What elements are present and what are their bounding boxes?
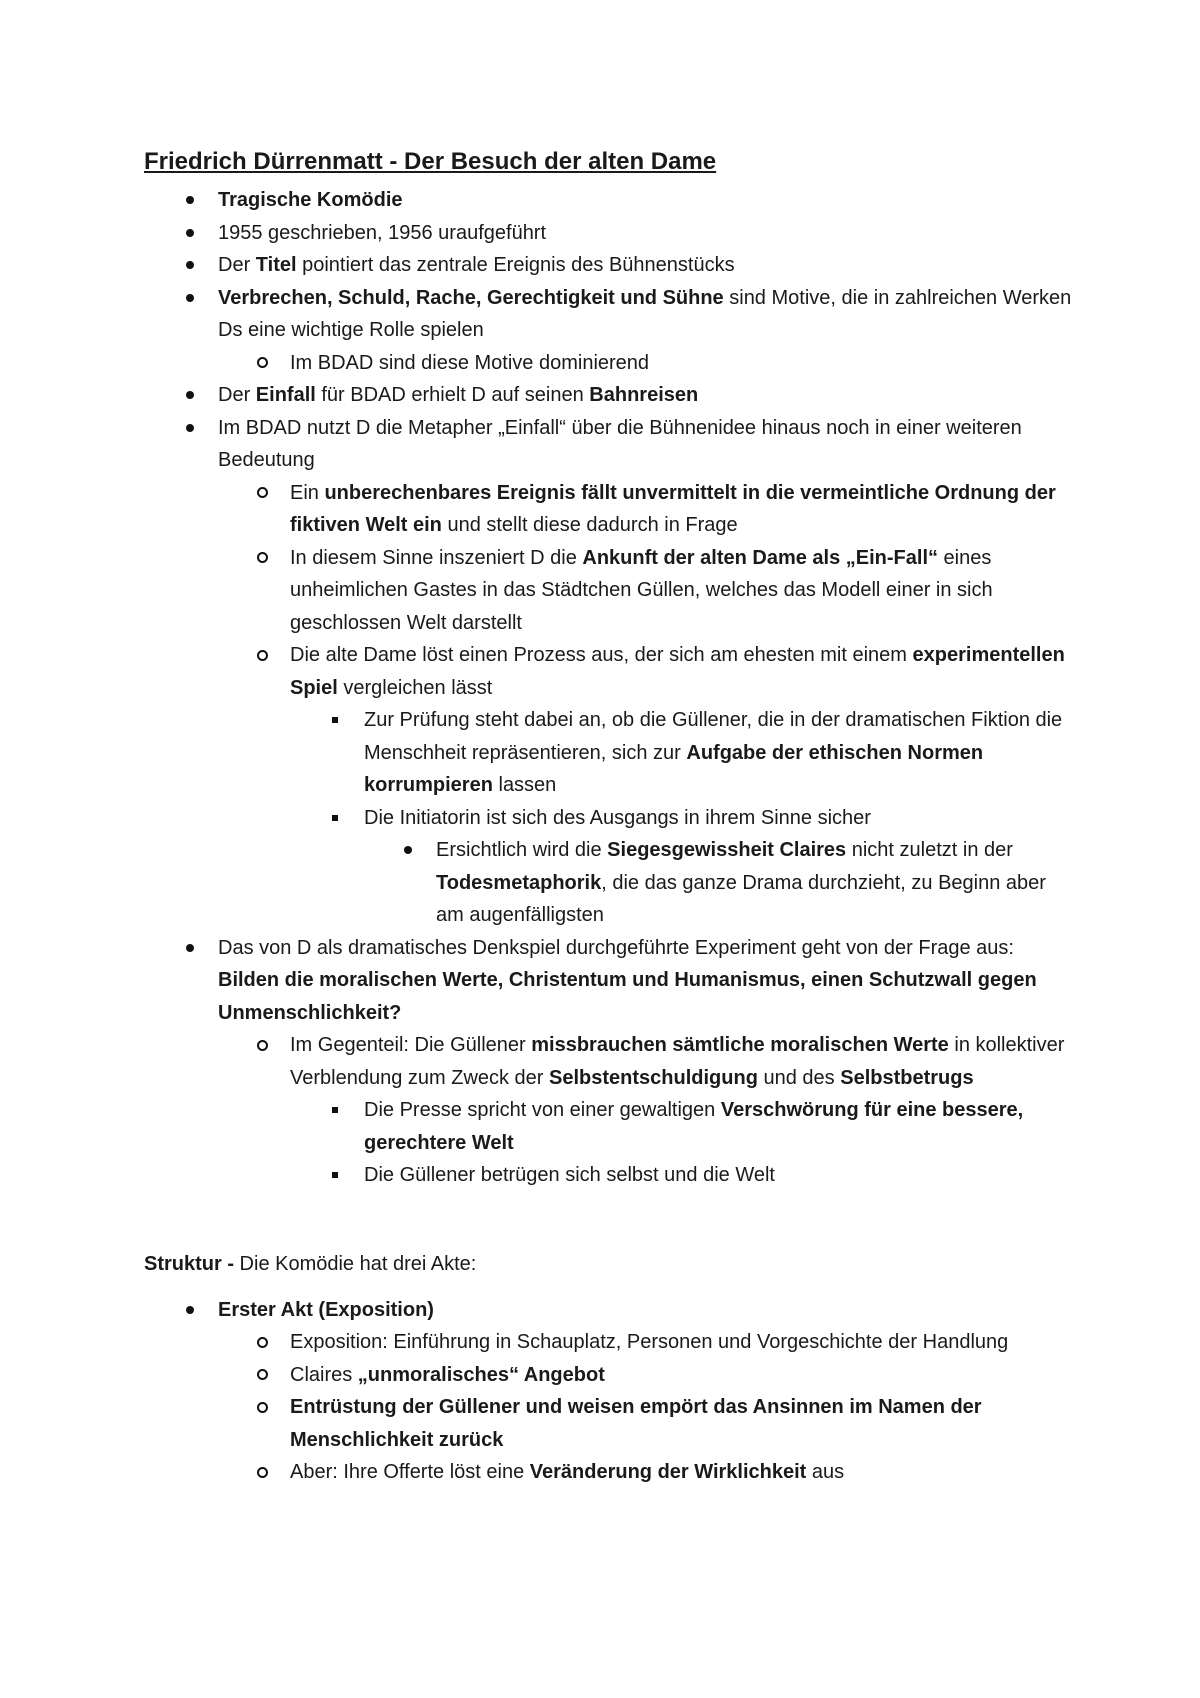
list-item-text: Ersichtlich wird die [436, 839, 608, 861]
bullet-list-structure [144, 1294, 1074, 1489]
square-bullet-icon [327, 704, 343, 737]
list-item [144, 347, 1074, 380]
list-item-text: und des [757, 1066, 841, 1089]
list-item-text: vergleichen lässt [337, 676, 493, 699]
structure-heading [144, 1248, 1074, 1280]
circle-bullet-icon [254, 347, 270, 380]
list-item-text: nicht zuletzt in der [846, 839, 1013, 861]
list-item-text: Zur Prüfung steht dabei an, ob die Güllener, die in der dramatischen Fiktion die Menschheit repräsentieren, sich zur [364, 709, 1063, 764]
circle-bullet-icon [254, 1359, 270, 1392]
list-item [144, 1159, 1074, 1192]
list-item-text: Aufgabe der ethischen Normen korrumpieren [364, 741, 984, 796]
list-item-text: Das von D als dramatisches Denkspiel durchgeführte Experiment geht von der Frage aus: [218, 936, 1014, 959]
list-item [144, 542, 1074, 640]
list-item-text: Der [218, 254, 256, 276]
list-item [144, 1029, 1074, 1094]
list-item-text: Bilden die moralischen Werte, Christentum und Humanismus, einen Schutzwall gegen Unmenschlichkeit? [218, 969, 1037, 1024]
list-item [144, 217, 1074, 250]
list-item [144, 1456, 1074, 1489]
list-item-text: Verschwörung für eine bessere, gerechtere Welt [364, 1099, 1024, 1154]
list-item-text: In diesem Sinne inszeniert D die [290, 546, 583, 569]
list-item-text: experimentellen Spiel [290, 644, 1065, 699]
list-item-text: Der [218, 384, 256, 406]
circle-bullet-icon [254, 477, 270, 510]
list-item [144, 1326, 1074, 1359]
circle-bullet-icon [254, 1456, 270, 1489]
list-item-text: Erster Akt (Exposition) [218, 1298, 434, 1321]
dot-bullet-icon [182, 217, 198, 250]
bullet-list-intro [144, 184, 1074, 1192]
list-item [144, 1294, 1074, 1327]
list-item-text: in kollektiver Verblendung zum Zweck der [290, 1034, 1065, 1089]
list-item-text: sind Motive, die in zahlreichen Werken Ds eine wichtige Rolle spielen [218, 286, 1072, 341]
circle-bullet-icon [254, 639, 270, 672]
circle-bullet-icon [254, 1326, 270, 1359]
dot-bullet-icon [182, 282, 198, 315]
list-item-text: pointiert das zentrale Ereignis des Bühnenstücks [296, 254, 735, 276]
list-item-text: Exposition: Einführung in Schauplatz, Personen und Vorgeschichte der Handlung [290, 1331, 1009, 1353]
dot-bullet-icon [182, 1294, 198, 1327]
structure-heading-bold: Struktur - [144, 1252, 234, 1275]
list-item [144, 477, 1074, 542]
list-item [144, 802, 1074, 835]
list-item-text: Ein [290, 481, 325, 504]
list-item [144, 932, 1074, 1030]
list-item-text: Die Presse spricht von einer gewaltigen [364, 1099, 721, 1121]
dot-bullet-icon [182, 932, 198, 965]
list-item [144, 184, 1074, 217]
list-item [144, 1359, 1074, 1392]
list-item-text: Claires [290, 1363, 358, 1386]
list-item-text: unberechenbares Ereignis fällt unvermittelt in die vermeintliche Ordnung der fiktiven Welt ein [290, 481, 1056, 536]
list-item [144, 834, 1074, 932]
list-item-text: Siegesgewissheit Claires [607, 839, 847, 861]
list-item-text: Aber: Ihre Offerte löst eine [290, 1461, 530, 1483]
list-item [144, 639, 1074, 704]
list-item-text: Tragische Komödie [218, 189, 403, 211]
square-bullet-icon [327, 1094, 343, 1127]
list-item-text: und stellt diese dadurch in Frage [441, 514, 738, 536]
circle-bullet-icon [254, 542, 270, 575]
list-item-text: Entrüstung der Güllener und weisen empört das Ansinnen im Namen der Menschlichkeit zurück [290, 1396, 982, 1451]
list-item-text: Ankunft der alten Dame als „Ein-Fall“ [582, 546, 938, 569]
document-page [144, 146, 1074, 1489]
list-item [144, 282, 1074, 347]
square-bullet-icon [327, 1159, 343, 1192]
list-item-text: Die Initiatorin ist sich des Ausgangs in ihrem Sinne sicher [364, 806, 871, 829]
list-item-text: 1955 geschrieben, 1956 uraufgeführt [218, 221, 547, 244]
list-item-text: Einfall [255, 384, 316, 406]
circle-bullet-icon [254, 1029, 270, 1062]
list-item-text: Im BDAD nutzt D die Metapher „Einfall“ über die Bühnenidee hinaus noch in einer weiteren Bedeutung [218, 416, 1022, 471]
circle-bullet-icon [254, 1391, 270, 1424]
list-item-text: Titel [255, 254, 297, 276]
document-title: Friedrich Dürrenmatt - Der Besuch der alten Dame [144, 148, 717, 175]
list-item-text: „unmoralisches“ Angebot [357, 1363, 605, 1386]
list-item-text: Im BDAD sind diese Motive dominierend [290, 351, 650, 374]
list-item-text: Die alte Dame löst einen Prozess aus, der sich am ehesten mit einem [290, 644, 913, 666]
list-item-text: Selbstbetrugs [840, 1066, 974, 1089]
list-item [144, 1094, 1074, 1159]
list-item [144, 1391, 1074, 1456]
list-item-text: aus [806, 1461, 845, 1483]
list-item-text: lassen [492, 774, 557, 796]
list-item [144, 412, 1074, 477]
list-item-text: eines unheimlichen Gastes in das Städtchen Güllen, welches das Modell einer in sich geschlossen Welt darstellt [290, 546, 993, 634]
dot-bullet-icon [182, 184, 198, 217]
list-item-text: , die das ganze Drama durchzieht, zu Beginn aber am augenfälligsten [436, 871, 1046, 926]
dot-bullet-icon [182, 249, 198, 282]
list-item-text: Die Güllener betrügen sich selbst und die Welt [364, 1164, 775, 1186]
dot-bullet-icon [400, 834, 416, 867]
list-item [144, 704, 1074, 802]
list-item-text: Selbstentschuldigung [549, 1066, 758, 1089]
list-item [144, 249, 1074, 282]
list-item-text: Veränderung der Wirklichkeit [529, 1461, 807, 1483]
square-bullet-icon [327, 802, 343, 835]
dot-bullet-icon [182, 412, 198, 445]
list-item [144, 379, 1074, 412]
list-item-text: für BDAD erhielt D auf seinen [315, 384, 590, 406]
list-item-text: Todesmetaphorik [436, 871, 602, 894]
list-item-text: missbrauchen sämtliche moralischen Werte [531, 1034, 949, 1056]
structure-heading-text: Die Komödie hat drei Akte: [234, 1252, 477, 1275]
list-item-text: Verbrechen, Schuld, Rache, Gerechtigkeit und Sühne [218, 286, 724, 309]
list-item-text: Im Gegenteil: Die Güllener [290, 1034, 532, 1056]
dot-bullet-icon [182, 379, 198, 412]
list-item-text: Bahnreisen [589, 384, 699, 406]
